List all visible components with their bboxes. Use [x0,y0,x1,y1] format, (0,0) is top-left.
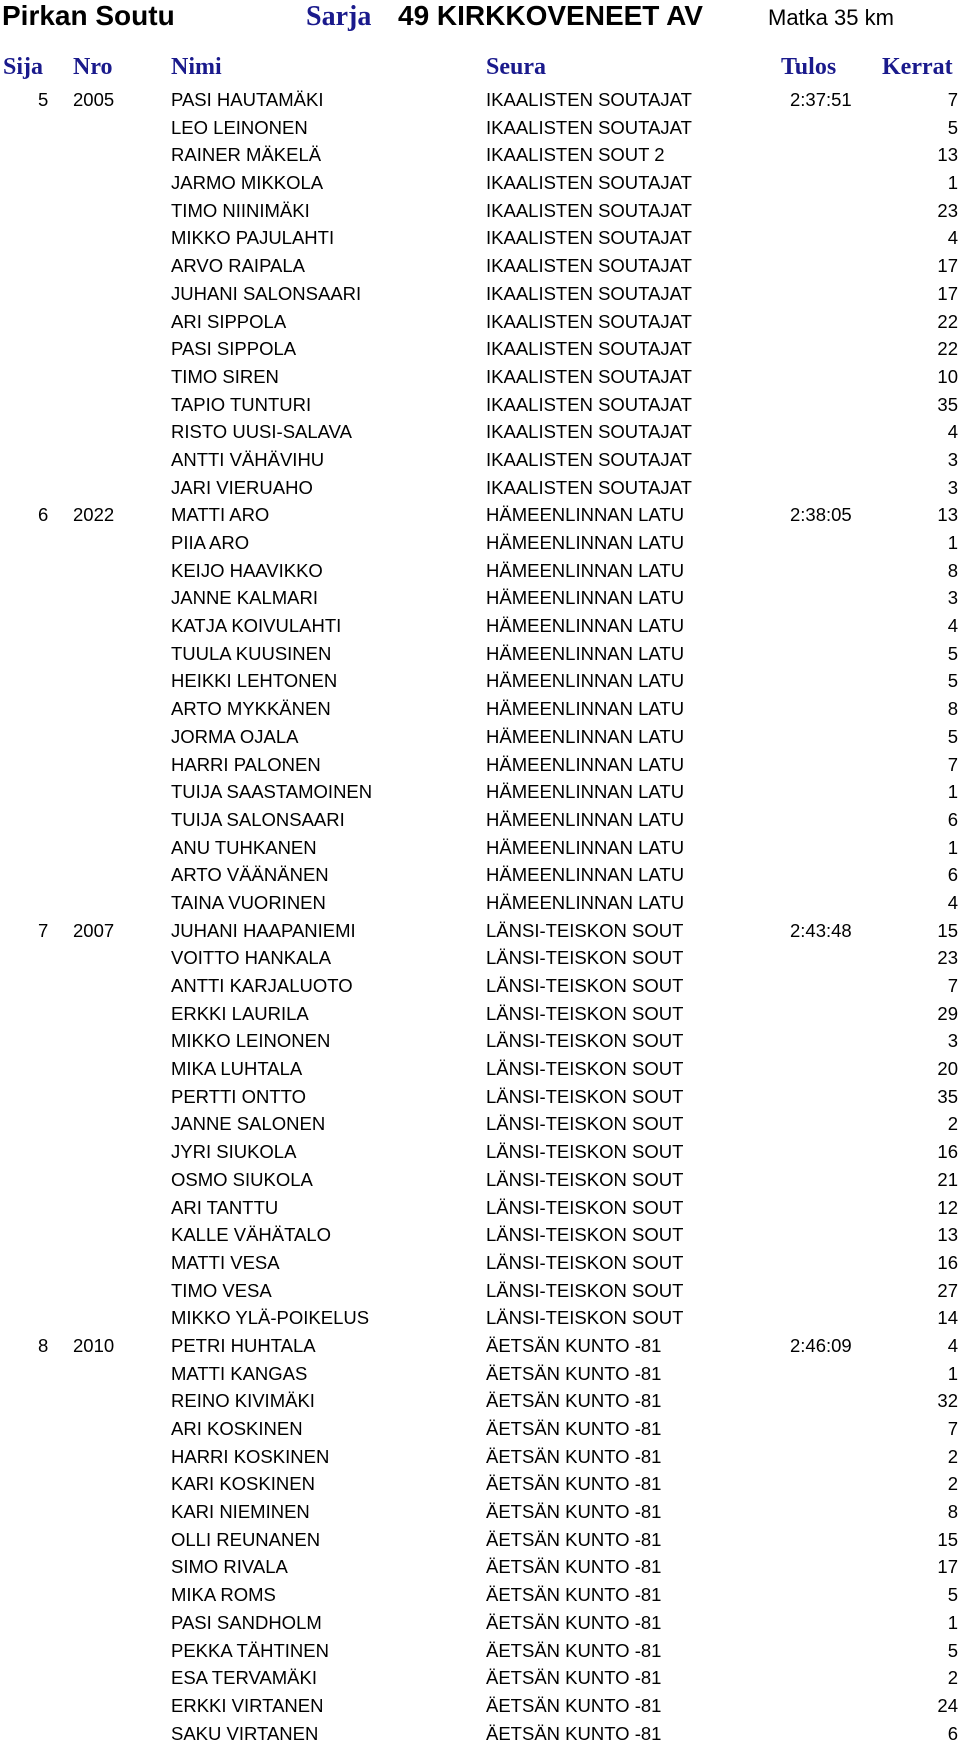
cell-seura: LÄNSI-TEISKON SOUT [486,1141,684,1163]
table-row [0,1000,960,1028]
cell-seura: ÄETSÄN KUNTO -81 [486,1390,662,1412]
column-header-seura: Seura [486,54,546,80]
cell-kerrat: 2 [947,1445,958,1467]
cell-seura: LÄNSI-TEISKON SOUT [486,1002,684,1024]
column-header-tulos: Tulos [781,54,837,80]
cell-kerrat: 14 [937,1307,958,1329]
table-row [0,834,960,862]
table-row [0,1443,960,1471]
cell-seura: HÄMEENLINNAN LATU [486,587,685,609]
cell-kerrat: 32 [937,1390,958,1412]
cell-nro: 2007 [73,919,115,941]
column-header-nimi: Nimi [171,54,222,80]
cell-tulos: 2:37:51 [790,89,852,110]
cell-kerrat: 1 [947,836,958,858]
cell-kerrat: 29 [937,1002,958,1024]
cell-kerrat: 24 [937,1694,958,1716]
cell-nimi: PASI HAUTAMÄKI [171,89,324,110]
column-header-sija: Sija [3,54,44,80]
cell-nimi: HARRI KOSKINEN [171,1445,330,1467]
cell-nimi: TUIJA SALONSAARI [171,808,345,830]
cell-kerrat: 13 [937,504,958,526]
cell-nimi: SIMO RIVALA [171,1556,288,1578]
cell-kerrat: 4 [947,615,958,637]
table-row [0,861,960,889]
cell-kerrat: 3 [947,1030,958,1052]
cell-nimi: MIKA ROMS [171,1584,276,1606]
cell-nimi: KATJA KOIVULAHTI [171,615,342,637]
cell-kerrat: 27 [937,1279,958,1301]
table-row [0,1664,960,1692]
cell-seura: LÄNSI-TEISKON SOUT [486,947,684,969]
cell-kerrat: 3 [947,587,958,609]
cell-nimi: MIKKO YLÄ-POIKELUS [171,1307,370,1329]
cell-kerrat: 2 [947,1113,958,1135]
table-row [0,1553,960,1581]
table-row [0,1304,960,1332]
cell-nimi: PERTTI ONTTO [171,1085,306,1107]
cell-seura: LÄNSI-TEISKON SOUT [486,1058,684,1080]
table-row [0,1027,960,1055]
cell-kerrat: 10 [937,365,958,387]
cell-nimi: KARI KOSKINEN [171,1473,315,1495]
table-row [0,723,960,751]
cell-seura: ÄETSÄN KUNTO -81 [486,1722,662,1744]
cell-seura: HÄMEENLINNAN LATU [486,753,685,775]
table-row [0,806,960,834]
table-row [0,474,960,502]
cell-seura: ÄETSÄN KUNTO -81 [486,1362,662,1384]
table-row [0,141,960,169]
cell-seura: IKAALISTEN SOUTAJAT [486,448,692,470]
table-row [0,972,960,1000]
cell-kerrat: 4 [947,227,958,249]
table-row [0,751,960,779]
table-row [0,1609,960,1637]
cell-kerrat: 5 [947,642,958,664]
cell-kerrat: 5 [947,1639,958,1661]
cell-nimi: KARI NIEMINEN [171,1501,310,1523]
cell-kerrat: 7 [947,1418,958,1439]
cell-nimi: TAINA VUORINEN [171,891,326,913]
cell-seura: HÄMEENLINNAN LATU [486,864,685,886]
cell-seura: ÄETSÄN KUNTO -81 [486,1334,662,1356]
cell-seura: ÄETSÄN KUNTO -81 [486,1694,662,1716]
cell-seura: HÄMEENLINNAN LATU [486,504,685,526]
table-row [0,197,960,225]
table-row [0,584,960,612]
cell-seura: ÄETSÄN KUNTO -81 [486,1611,662,1633]
cell-nimi: ERKKI LAURILA [171,1002,309,1024]
cell-seura: LÄNSI-TEISKON SOUT [486,1030,684,1052]
cell-nimi: HEIKKI LEHTONEN [171,670,338,692]
cell-kerrat: 5 [947,670,958,692]
cell-seura: IKAALISTEN SOUTAJAT [486,116,692,138]
cell-nimi: PETRI HUHTALA [171,1334,316,1356]
cell-seura: HÄMEENLINNAN LATU [486,808,685,830]
table-row [0,1055,960,1083]
cell-nro: 2010 [73,1334,115,1356]
cell-kerrat: 4 [947,1334,958,1356]
cell-seura: ÄETSÄN KUNTO -81 [486,1445,662,1467]
cell-nimi: PASI SIPPOLA [171,338,297,360]
cell-kerrat: 2 [947,1473,958,1495]
cell-kerrat: 6 [947,1722,958,1744]
cell-seura: IKAALISTEN SOUTAJAT [486,255,692,277]
cell-seura: LÄNSI-TEISKON SOUT [486,1196,684,1218]
table-row [0,1498,960,1526]
table-row [0,1526,960,1554]
table-row [0,1387,960,1415]
table-row [0,1360,960,1388]
cell-kerrat: 16 [937,1141,958,1163]
cell-seura: HÄMEENLINNAN LATU [486,532,685,553]
cell-kerrat: 15 [937,1528,958,1550]
cell-seura: ÄETSÄN KUNTO -81 [486,1556,662,1578]
table-row [0,252,960,280]
cell-nimi: TIMO VESA [171,1279,272,1301]
cell-seura: HÄMEENLINNAN LATU [486,781,685,803]
cell-kerrat: 3 [947,448,958,470]
cell-nimi: JARMO MIKKOLA [171,172,324,194]
cell-seura: IKAALISTEN SOUTAJAT [486,227,692,249]
table-row [0,363,960,391]
table-row [0,612,960,640]
table-row [0,1138,960,1166]
cell-kerrat: 7 [947,89,958,110]
cell-seura: HÄMEENLINNAN LATU [486,698,685,720]
cell-kerrat: 5 [947,1584,958,1606]
table-row [0,308,960,336]
table-row [0,1194,960,1222]
cell-seura: HÄMEENLINNAN LATU [486,559,685,581]
table-row [0,280,960,308]
cell-nimi: MATTI KANGAS [171,1362,308,1384]
cell-nimi: PASI SANDHOLM [171,1611,322,1633]
table-row [0,1249,960,1277]
cell-kerrat: 20 [937,1058,958,1080]
cell-kerrat: 8 [947,698,958,720]
cell-nimi: JUHANI SALONSAARI [171,282,362,304]
cell-kerrat: 35 [937,393,958,415]
cell-kerrat: 1 [947,1362,958,1384]
table-row [0,1083,960,1111]
cell-seura: ÄETSÄN KUNTO -81 [486,1473,662,1495]
cell-seura: LÄNSI-TEISKON SOUT [486,975,684,996]
cell-kerrat: 17 [937,282,958,304]
table-row [0,224,960,252]
cell-nimi: MATTI ARO [171,504,270,526]
cell-nimi: LEO LEINONEN [171,116,308,138]
table-row [0,944,960,972]
cell-nimi: ARI SIPPOLA [171,310,287,332]
cell-kerrat: 5 [947,725,958,747]
table-row [0,1110,960,1138]
cell-seura: IKAALISTEN SOUTAJAT [486,282,692,304]
cell-seura: HÄMEENLINNAN LATU [486,725,685,747]
cell-kerrat: 13 [937,144,958,166]
table-row [0,889,960,917]
cell-kerrat: 5 [947,116,958,138]
cell-nro: 2005 [73,89,115,110]
table-row [0,1692,960,1720]
cell-kerrat: 8 [947,559,958,581]
event-title: Pirkan Soutu [2,0,175,31]
cell-seura: IKAALISTEN SOUTAJAT [486,393,692,415]
table-row [0,1277,960,1305]
cell-tulos: 2:43:48 [790,919,852,941]
table-row [0,1166,960,1194]
cell-kerrat: 6 [947,864,958,886]
cell-nimi: PIIA ARO [171,532,250,553]
cell-nimi: JANNE KALMARI [171,587,319,609]
cell-kerrat: 13 [937,1224,958,1246]
cell-seura: IKAALISTEN SOUTAJAT [486,421,692,443]
cell-nimi: ESA TERVAMÄKI [171,1667,318,1689]
cell-nimi: MIKKO PAJULAHTI [171,227,335,249]
table-row [0,86,960,114]
cell-nimi: OSMO SIUKOLA [171,1168,313,1190]
cell-nimi: RAINER MÄKELÄ [171,144,322,166]
cell-seura: HÄMEENLINNAN LATU [486,891,685,913]
cell-kerrat: 15 [937,919,958,941]
cell-seura: IKAALISTEN SOUTAJAT [486,172,692,194]
cell-nimi: MATTI VESA [171,1251,280,1273]
cell-nimi: HARRI PALONEN [171,753,321,775]
cell-nimi: TUULA KUUSINEN [171,642,332,664]
table-row [0,1415,960,1443]
cell-kerrat: 23 [937,947,958,969]
table-row [0,529,960,557]
table-row [0,778,960,806]
cell-nimi: TIMO SIREN [171,365,279,387]
cell-nimi: RISTO UUSI-SALAVA [171,421,352,443]
cell-kerrat: 3 [947,476,958,498]
cell-seura: LÄNSI-TEISKON SOUT [486,1224,684,1246]
cell-nimi: MIKKO LEINONEN [171,1030,331,1052]
cell-kerrat: 22 [937,310,958,332]
cell-seura: HÄMEENLINNAN LATU [486,642,685,664]
cell-seura: LÄNSI-TEISKON SOUT [486,919,684,941]
cell-seura: LÄNSI-TEISKON SOUT [486,1113,684,1135]
cell-seura: ÄETSÄN KUNTO -81 [486,1639,662,1661]
cell-kerrat: 4 [947,421,958,443]
cell-seura: IKAALISTEN SOUTAJAT [486,476,692,498]
results-table [0,86,960,1747]
cell-nimi: JORMA OJALA [171,725,299,747]
cell-seura: ÄETSÄN KUNTO -81 [486,1528,662,1550]
cell-kerrat: 7 [947,975,958,996]
cell-seura: ÄETSÄN KUNTO -81 [486,1584,662,1606]
cell-kerrat: 23 [937,199,958,221]
cell-kerrat: 8 [947,1501,958,1523]
cell-nimi: SAKU VIRTANEN [171,1722,319,1744]
column-header-kerrat: Kerrat [882,54,953,80]
cell-nimi: ANTTI VÄHÄVIHU [171,448,325,470]
table-row [0,446,960,474]
cell-kerrat: 22 [937,338,958,360]
cell-nimi: KALLE VÄHÄTALO [171,1224,332,1246]
cell-nimi: ARVO RAIPALA [171,255,306,277]
table-row [0,1221,960,1249]
table-row [0,917,960,945]
cell-nimi: TUIJA SAASTAMOINEN [171,781,373,803]
table-row [0,391,960,419]
cell-seura: HÄMEENLINNAN LATU [486,670,685,692]
series-value: 49 KIRKKOVENEET AV [398,0,703,31]
cell-seura: HÄMEENLINNAN LATU [486,836,685,858]
cell-seura: LÄNSI-TEISKON SOUT [486,1279,684,1301]
cell-nimi: ARTO MYKKÄNEN [171,698,331,720]
cell-nimi: JARI VIERUAHO [171,476,313,498]
cell-seura: LÄNSI-TEISKON SOUT [486,1168,684,1190]
series-label: Sarja [306,1,372,32]
table-row [0,169,960,197]
cell-tulos: 2:38:05 [790,504,852,526]
column-header-nro: Nro [73,54,113,80]
cell-nimi: TAPIO TUNTURI [171,393,312,415]
cell-nimi: ANU TUHKANEN [171,836,317,858]
cell-nimi: JYRI SIUKOLA [171,1141,297,1163]
cell-kerrat: 17 [937,1556,958,1578]
table-row [0,667,960,695]
cell-kerrat: 2 [947,1667,958,1689]
cell-nimi: OLLI REUNANEN [171,1528,321,1550]
table-row [0,501,960,529]
table-row [0,1332,960,1360]
cell-seura: HÄMEENLINNAN LATU [486,615,685,637]
cell-tulos: 2:46:09 [790,1334,852,1356]
cell-nimi: ARI KOSKINEN [171,1418,303,1439]
table-row [0,335,960,363]
cell-kerrat: 6 [947,808,958,830]
cell-nimi: ERKKI VIRTANEN [171,1694,324,1716]
cell-sija: 7 [38,919,49,941]
cell-sija: 6 [38,504,49,526]
cell-kerrat: 35 [937,1085,958,1107]
cell-nimi: PEKKA TÄHTINEN [171,1639,329,1661]
cell-kerrat: 12 [937,1196,958,1218]
table-row [0,1581,960,1609]
distance-label: Matka 35 km [768,5,894,30]
cell-seura: IKAALISTEN SOUTAJAT [486,199,692,221]
cell-nimi: KEIJO HAAVIKKO [171,559,323,581]
cell-nimi: ARTO VÄÄNÄNEN [171,864,329,886]
cell-kerrat: 1 [947,532,958,553]
cell-kerrat: 1 [947,781,958,803]
cell-nimi: MIKA LUHTALA [171,1058,303,1080]
cell-kerrat: 16 [937,1251,958,1273]
cell-sija: 5 [38,89,49,110]
table-row [0,1637,960,1665]
table-row [0,418,960,446]
cell-nimi: ANTTI KARJALUOTO [171,975,353,996]
table-row [0,114,960,142]
cell-seura: ÄETSÄN KUNTO -81 [486,1501,662,1523]
cell-nro: 2022 [73,504,115,526]
table-row [0,557,960,585]
cell-seura: IKAALISTEN SOUTAJAT [486,310,692,332]
table-row [0,1470,960,1498]
cell-nimi: JANNE SALONEN [171,1113,326,1135]
cell-seura: IKAALISTEN SOUTAJAT [486,338,692,360]
cell-kerrat: 1 [947,1611,958,1633]
table-row [0,695,960,723]
cell-seura: IKAALISTEN SOUTAJAT [486,89,692,110]
cell-kerrat: 7 [947,753,958,775]
cell-nimi: TIMO NIINIMÄKI [171,199,310,221]
cell-sija: 8 [38,1334,49,1356]
cell-seura: ÄETSÄN KUNTO -81 [486,1667,662,1689]
cell-nimi: JUHANI HAAPANIEMI [171,919,356,941]
cell-seura: IKAALISTEN SOUT 2 [486,144,665,166]
cell-nimi: ARI TANTTU [171,1196,279,1218]
cell-seura: LÄNSI-TEISKON SOUT [486,1251,684,1273]
cell-seura: LÄNSI-TEISKON SOUT [486,1085,684,1107]
cell-kerrat: 21 [937,1168,958,1190]
cell-nimi: VOITTO HANKALA [171,947,332,969]
cell-nimi: REINO KIVIMÄKI [171,1390,315,1412]
table-row [0,640,960,668]
cell-seura: ÄETSÄN KUNTO -81 [486,1418,662,1439]
cell-kerrat: 17 [937,255,958,277]
cell-kerrat: 4 [947,891,958,913]
cell-seura: LÄNSI-TEISKON SOUT [486,1307,684,1329]
cell-seura: IKAALISTEN SOUTAJAT [486,365,692,387]
cell-kerrat: 1 [947,172,958,194]
